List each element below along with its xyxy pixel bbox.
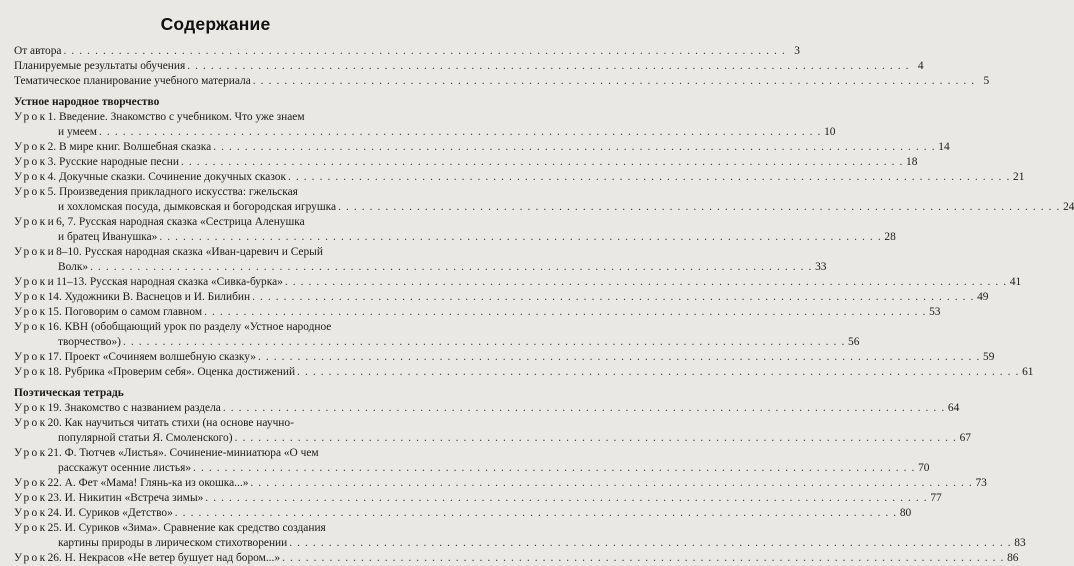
lesson-entry [14,275,1022,290]
dot-leader: . . . . . . . . . . . . . . . . . . . . . . . . . . . . . . . . . . . . . . . . . . . . . . . . . . . . . . . . . . . . . . . . . . . . . . . . . . . . . . . . . . . . . . . . . . . . [181,156,904,168]
dot-leader: . . . . . . . . . . . . . . . . . . . . . . . . . . . . . . . . . . . . . . . . . . . . . . . . . . . . . . . . . . . . . . . . . . . . . . . . . . . . . . . . . . . . . . . . . . . . [234,432,957,444]
toc-line [14,140,950,155]
entry-title: Планируемые результаты обучения [14,60,186,72]
lesson-title-continued: популярной статьи Я. Смоленского) [58,432,233,444]
page-number: 5 [983,75,990,87]
lesson-title: 18. Рубрика «Проверим себя». Оценка достижений [47,366,296,378]
lesson-title: 2. В мире книг. Волшебная сказка [47,141,212,153]
lesson-title: 24. И. Суриков «Детство» [47,507,173,519]
dot-leader: . . . . . . . . . . . . . . . . . . . . . . . . . . . . . . . . . . . . . . . . . . . . . . . . . . . . . . . . . . . . . . . . . . . . . . . . . . . . . . . . . . . . . . . . . . . . [159,231,882,243]
lesson-entry [14,476,987,491]
page-number: 4 [917,60,924,72]
lesson-entry [14,215,896,245]
lesson-prefix: Уроки [14,216,57,228]
lesson-entry [14,290,989,305]
lesson-entry [14,185,1074,215]
lesson-entry [14,401,960,416]
toc-line [14,200,1074,215]
page-number: 61 [1022,366,1034,378]
page-number: 24 [1063,201,1074,213]
page-number: 83 [1014,537,1026,549]
lesson-title: 23. И. Никитин «Встреча зимы» [47,492,204,504]
lesson-entry [14,521,1026,551]
dot-leader: . . . . . . . . . . . . . . . . . . . . . . . . . . . . . . . . . . . . . . . . . . . . . . . . . . . . . . . . . . . . . . . . . . . . . . . . . . . . . . . . . . . . . . . . . . . . [338,201,1061,213]
toc-line [14,401,960,416]
toc-line [14,185,419,200]
lesson-title: 17. Проект «Сочиняем волшебную сказку» [47,351,256,363]
dot-leader: . . . . . . . . . . . . . . . . . . . . . . . . . . . . . . . . . . . . . . . . . . . . . . . . . . . . . . . . . . . . . . . . . . . . . . . . . . . . . . . . . . . . . . . . . . . . [63,45,786,57]
lesson-prefix: Урок [14,321,48,333]
toc-line [14,74,990,89]
lesson-title-continued: творчество») [58,336,121,348]
section-heading: Поэтическая тетрадь [14,387,124,399]
lesson-title-continued: расскажут осенние листья» [58,462,192,474]
lesson-prefix: Урок [14,492,48,504]
toc-line [14,416,419,431]
page-number: 10 [824,126,836,138]
toc-line [14,170,1025,185]
lesson-title: 22. А. Фет «Мама! Глянь-ка из окошка...» [47,477,249,489]
lesson-title: 5. Произведения прикладного искусства: гжельская [47,186,298,198]
lesson-prefix: Урок [14,522,48,534]
toc-line [14,230,896,245]
lesson-entry [14,416,971,446]
page-number: 67 [959,432,971,444]
lesson-prefix: Урок [14,447,48,459]
toc-line [14,215,419,230]
lesson-prefix: Урок [14,171,48,183]
lesson-title: 8–10. Русская народная сказка «Иван-царевич и Серый [56,246,323,258]
lesson-title: 14. Художники В. Васнецов и И. Билибин [47,291,251,303]
lesson-entry [14,140,950,155]
toc-line [14,320,419,335]
lesson-entry [14,506,912,521]
lesson-title: 3. Русские народные песни [47,156,180,168]
page-number: 33 [815,261,827,273]
dot-leader: . . . . . . . . . . . . . . . . . . . . . . . . . . . . . . . . . . . . . . . . . . . . . . . . . . . . . . . . . . . . . . . . . . . . . . . . . . . . . . . . . . . . . . . . . . . . [122,336,846,348]
toc-line [14,551,1019,566]
lesson-entry [14,491,942,506]
toc-line [14,506,912,521]
page-number: 21 [1013,171,1025,183]
lesson-prefix: Урок [14,417,48,429]
dot-leader: . . . . . . . . . . . . . . . . . . . . . . . . . . . . . . . . . . . . . . . . . . . . . . . . . . . . . . . . . . . . . . . . . . . . . . . . . . . . . . . . . . . . . . . . . . . . [297,366,1020,378]
lesson-title: 11–13. Русская народная сказка «Сивка-бурка» [56,276,283,288]
entry-title: Тематическое планирование учебного материала [14,75,251,87]
toc-line [14,44,800,59]
toc-line [14,365,1034,380]
lesson-prefix: Урок [14,141,48,153]
lesson-title: 21. Ф. Тютчев «Листья». Сочинение-миниатюра «О чем [47,447,319,459]
lesson-prefix: Урок [14,366,48,378]
lesson-entry [14,245,827,275]
lesson-title: 15. Поговорим о самом главном [47,306,203,318]
dot-leader: . . . . . . . . . . . . . . . . . . . . . . . . . . . . . . . . . . . . . . . . . . . . . . . . . . . . . . . . . . . . . . . . . . . . . . . . . . . . . . . . . . . . . . . . . . . . [250,477,973,489]
toc-line [14,155,918,170]
page-number: 49 [977,291,989,303]
toc-line [14,461,930,476]
toc-line [14,305,941,320]
lesson-prefix: Уроки [14,276,57,288]
lesson-title-continued: Волк» [58,261,89,273]
lesson-title: 19. Знакомство с названием раздела [47,402,221,414]
page-title: Содержание [160,14,271,34]
lesson-prefix: Урок [14,306,48,318]
lesson-title-continued: и хохломская посуда, дымковская и богородская игрушка [58,201,337,213]
toc-entry [14,44,800,59]
toc-line [14,245,419,260]
page-number: 73 [975,477,987,489]
lesson-entry [14,155,918,170]
lesson-prefix: Урок [14,186,48,198]
page-number: 80 [899,507,912,519]
lesson-entry [14,446,930,476]
lesson-title: 20. Как научиться читать стихи (на основе научно- [47,417,294,429]
toc-line [14,476,987,491]
lesson-title: 26. Н. Некрасов «Не ветер бушует над бором...» [47,552,281,564]
lesson-entry [14,350,995,365]
toc-line [14,335,860,350]
lesson-entry [14,551,1019,566]
dot-leader: . . . . . . . . . . . . . . . . . . . . . . . . . . . . . . . . . . . . . . . . . . . . . . . . . . . . . . . . . . . . . . . . . . . . . . . . . . . . . . . . . . . . . . . . . . . . [193,462,916,474]
page-number: 56 [848,336,860,348]
lesson-title-continued: картины природы в лирическом стихотворении [58,537,288,549]
page-number: 77 [930,492,942,504]
toc-line [14,521,419,536]
page-number: 86 [1007,552,1019,564]
lesson-prefix: Урок [14,351,48,363]
page-number: 64 [947,402,960,414]
lesson-title: 1. Введение. Знакомство с учебником. Что уже знаем [47,111,305,123]
lesson-title: 4. Докучные сказки. Сочинение докучных сказок [47,171,286,183]
dot-leader: . . . . . . . . . . . . . . . . . . . . . . . . . . . . . . . . . . . . . . . . . . . . . . . . . . . . . . . . . . . . . . . . . . . . . . . . . . . . . . . . . . . . . . . . . . . . [284,276,1008,288]
dot-leader: . . . . . . . . . . . . . . . . . . . . . . . . . . . . . . . . . . . . . . . . . . . . . . . . . . . . . . . . . . . . . . . . . . . . . . . . . . . . . . . . . . . . . . . . . . . . [287,171,1011,183]
dot-leader: . . . . . . . . . . . . . . . . . . . . . . . . . . . . . . . . . . . . . . . . . . . . . . . . . . . . . . . . . . . . . . . . . . . . . . . . . . . . . . . . . . . . . . . . . . . . [252,291,975,303]
toc-line [14,446,419,461]
page-number: 41 [1009,276,1022,288]
entry-title: От автора [14,45,62,57]
toc-line [14,260,827,275]
lesson-prefix: Урок [14,402,48,414]
toc-line [14,275,1022,290]
page-number: 70 [918,462,930,474]
page-number: 3 [794,45,800,57]
lesson-title: 25. И. Суриков «Зима». Сравнение как средство создания [47,522,326,534]
lesson-title-continued: и умеем [58,126,98,138]
section-heading: Устное народное творчество [14,96,160,108]
lesson-prefix: Уроки [14,246,57,258]
lesson-entry [14,320,860,350]
dot-leader: . . . . . . . . . . . . . . . . . . . . . . . . . . . . . . . . . . . . . . . . . . . . . . . . . . . . . . . . . . . . . . . . . . . . . . . . . . . . . . . . . . . . . . . . . . . . [205,492,928,504]
lesson-entry [14,305,941,320]
page-number: 14 [938,141,950,153]
dot-leader: . . . . . . . . . . . . . . . . . . . . . . . . . . . . . . . . . . . . . . . . . . . . . . . . . . . . . . . . . . . . . . . . . . . . . . . . . . . . . . . . . . . . . . . . . . . . [99,126,822,138]
toc-line [14,110,419,125]
toc-entry [14,59,924,74]
lesson-title: 6, 7. Русская народная сказка «Сестрица Аленушка [56,216,305,228]
lesson-entry [14,365,1034,380]
lesson-entry [14,110,836,140]
lesson-prefix: Урок [14,477,48,489]
toc-line [14,431,971,446]
toc-line [14,59,924,74]
lesson-entry [14,170,1025,185]
toc-entry [14,74,990,89]
page-number: 53 [929,306,941,318]
lesson-prefix: Урок [14,507,48,519]
dot-leader: . . . . . . . . . . . . . . . . . . . . . . . . . . . . . . . . . . . . . . . . . . . . . . . . . . . . . . . . . . . . . . . . . . . . . . . . . . . . . . . . . . . . . . . . . . . . [289,537,1012,549]
toc-line [14,536,1026,551]
lesson-title-continued: и братец Иванушка» [58,231,158,243]
dot-leader: . . . . . . . . . . . . . . . . . . . . . . . . . . . . . . . . . . . . . . . . . . . . . . . . . . . . . . . . . . . . . . . . . . . . . . . . . . . . . . . . . . . . . . . . . . . . [257,351,981,363]
dot-leader: . . . . . . . . . . . . . . . . . . . . . . . . . . . . . . . . . . . . . . . . . . . . . . . . . . . . . . . . . . . . . . . . . . . . . . . . . . . . . . . . . . . . . . . . . . . . [187,60,910,72]
lesson-prefix: Урок [14,111,48,123]
lesson-prefix: Урок [14,291,48,303]
page-number: 28 [884,231,896,243]
toc-line [14,290,989,305]
dot-leader: . . . . . . . . . . . . . . . . . . . . . . . . . . . . . . . . . . . . . . . . . . . . . . . . . . . . . . . . . . . . . . . . . . . . . . . . . . . . . . . . . . . . . . . . . . . . [90,261,813,273]
dot-leader: . . . . . . . . . . . . . . . . . . . . . . . . . . . . . . . . . . . . . . . . . . . . . . . . . . . . . . . . . . . . . . . . . . . . . . . . . . . . . . . . . . . . . . . . . . . . [252,75,976,87]
lesson-prefix: Урок [14,552,48,564]
dot-leader: . . . . . . . . . . . . . . . . . . . . . . . . . . . . . . . . . . . . . . . . . . . . . . . . . . . . . . . . . . . . . . . . . . . . . . . . . . . . . . . . . . . . . . . . . . . . [174,507,898,519]
dot-leader: . . . . . . . . . . . . . . . . . . . . . . . . . . . . . . . . . . . . . . . . . . . . . . . . . . . . . . . . . . . . . . . . . . . . . . . . . . . . . . . . . . . . . . . . . . . . [282,552,1005,564]
dot-leader: . . . . . . . . . . . . . . . . . . . . . . . . . . . . . . . . . . . . . . . . . . . . . . . . . . . . . . . . . . . . . . . . . . . . . . . . . . . . . . . . . . . . . . . . . . . . [222,402,946,414]
dot-leader: . . . . . . . . . . . . . . . . . . . . . . . . . . . . . . . . . . . . . . . . . . . . . . . . . . . . . . . . . . . . . . . . . . . . . . . . . . . . . . . . . . . . . . . . . . . . [213,141,936,153]
page-number: 18 [906,156,918,168]
lesson-prefix: Урок [14,156,48,168]
toc-line [14,125,836,140]
page-number: 59 [983,351,995,363]
lesson-title: 16. КВН (обобщающий урок по разделу «Устное народное [47,321,332,333]
table-of-contents [14,44,1074,566]
dot-leader: . . . . . . . . . . . . . . . . . . . . . . . . . . . . . . . . . . . . . . . . . . . . . . . . . . . . . . . . . . . . . . . . . . . . . . . . . . . . . . . . . . . . . . . . . . . . [204,306,927,318]
toc-line [14,350,995,365]
toc-line [14,491,942,506]
